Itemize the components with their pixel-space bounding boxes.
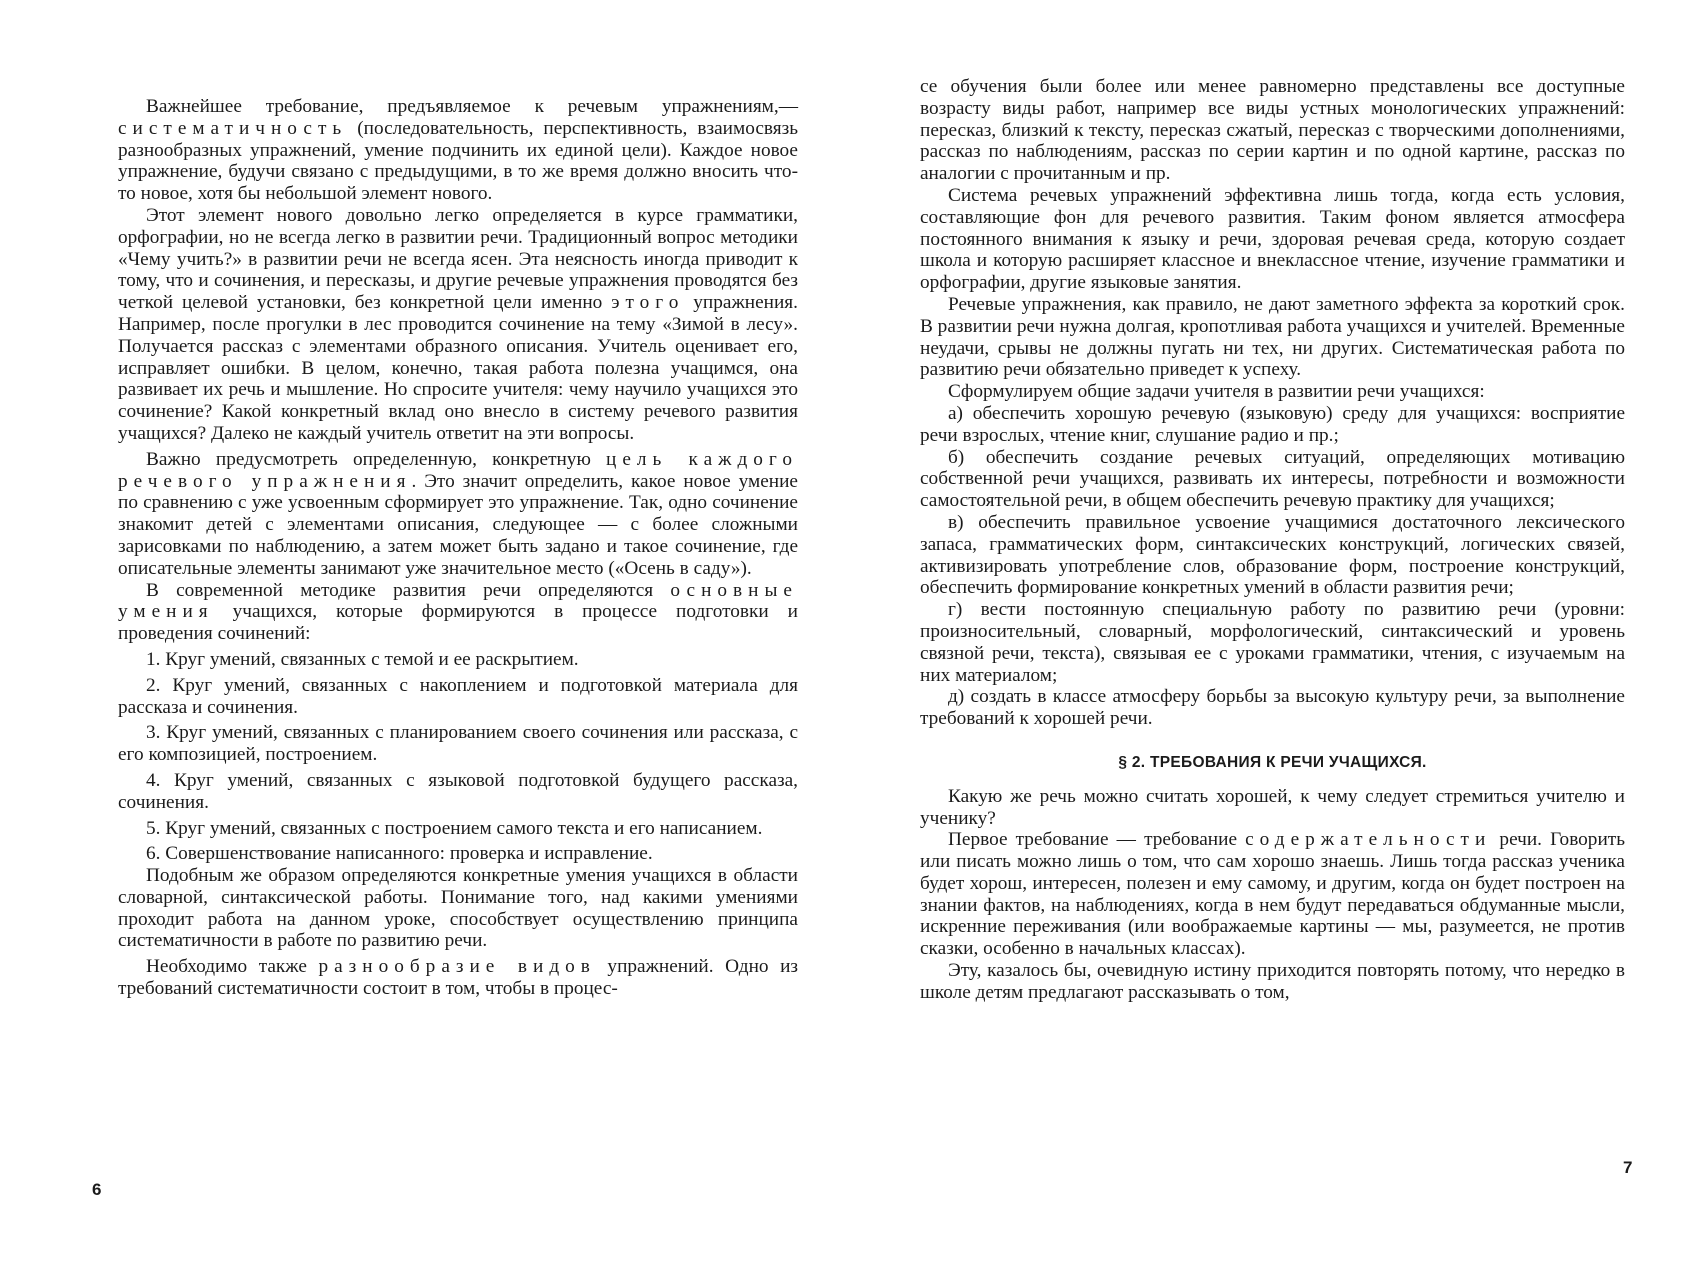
- right-page: [845, 0, 1690, 1262]
- paragraph: Речевые упражнения, как правило, не дают заметного эффекта за короткий срок. В развитии речи нужна долгая, кропотливая работа учащихся и учителей. Временные неудачи, срывы не должны пугать ни тех, ни других. Систематическая работа по развитию речи обязательно приведет к успеху.: [920, 293, 1625, 381]
- paragraph: Подобным же образом определяются конкретные умения учащихся в области словарной, синтаксической работы. Понимание того, над какими умениями проходит работа на данном уроке, способствует осуществлению принципа систематичности в работе по развитию речи.: [118, 865, 798, 952]
- left-page-text: [118, 96, 798, 1000]
- paragraph: Первое требование — требование содержательности речи. Говорить или писать можно лишь о том, что сам хорошо знаешь. Лишь тогда рассказ ученика будет хорош, интересен, полезен и ему самому, и другим, когда он будет построен на знании фактов, на наблюдениях, когда в нем будут передаваться обдуманные мысли, искренние переживания (или воображаемые картины — мы, разумеется, не против сказки, особенно в начальных классах).: [920, 829, 1625, 960]
- paragraph: Эту, казалось бы, очевидную истину приходится повторять потому, что нередко в школе детям предлагают рассказывать о том,: [920, 960, 1625, 1003]
- list-item: б) обеспечить создание речевых ситуаций, определяющих мотивацию собственной речи учащихся, развивать их интересы, потребности и возможности самостоятельной речи, в общем обеспечить речевую практику для учащихся;: [920, 446, 1625, 512]
- right-page-text: [920, 76, 1625, 1004]
- list-item: 2. Круг умений, связанных с накоплением и подготовкой материала для рассказа и сочинения.: [118, 674, 798, 718]
- paragraph: Важнейшее требование, предъявляемое к речевым упражнениям,— систематичность (последовательность, перспективность, взаимосвязь разнообразных упражнений, умение подчинить их единой цели). Каждое новое упражнение, будучи связано с предыдущими, в то же время должно вносить что-то новое, хотя бы небольшой элемент нового.: [118, 96, 798, 205]
- paragraph: Важно предусмотреть определенную, конкретную цель каждого речевого упражнения. Это значит определить, какое новое умение по сравнению с уже усвоенным сформирует это упражнение. Так, одно сочинение знакомит детей с элементами описания, следующее — с более сложными зарисовками по наблюдению, а затем может быть задано и такое сочинение, где описательные элементы занимают уже значительное место («Осень в саду»).: [118, 448, 798, 579]
- paragraph: Этот элемент нового довольно легко определяется в курсе грамматики, орфографии, но не всегда легко в развитии речи. Традиционный вопрос методики «Чему учить?» в развитии речи не всегда ясен. Эта неясность иногда приводит к тому, что и сочинения, и пересказы, и другие речевые упражнения проводятся без четкой целевой установки, без конкретной цели именно этого упражнения. Например, после прогулки в лес проводится сочинение на тему «Зимой в лесу». Получается рассказ с элементами образного описания. Учитель оценивает его, исправляет ошибки. В целом, конечно, такая работа полезна учащимся, она развивает их речь и мышление. Но спросите учителя: чему научило учащихся это сочинение? Какой конкретный вклад оно внесло в систему речевого развития учащихся? Далеко не каждый учитель ответит на эти вопросы.: [118, 204, 798, 444]
- list-item: 5. Круг умений, связанных с построением самого текста и его написанием.: [146, 817, 763, 839]
- list-item: 3. Круг умений, связанных с планированием своего сочинения или рассказа, с его композицией, построением.: [118, 722, 798, 766]
- list-item: 4. Круг умений, связанных с языковой подготовкой будущего рассказа, сочинения.: [118, 769, 798, 813]
- section-heading: § 2. ТРЕБОВАНИЯ К РЕЧИ УЧАЩИХСЯ.: [1118, 753, 1427, 771]
- list-item: д) создать в классе атмосферу борьбы за высокую культуру речи, за выполнение требований к хорошей речи.: [920, 686, 1625, 730]
- page-number: 6: [92, 1180, 102, 1199]
- paragraph: Сформулируем общие задачи учителя в развитии речи учащихся:: [948, 381, 1485, 403]
- list-item: в) обеспечить правильное усвоение учащимися достаточного лексического запаса, грамматических форм, синтаксических конструкций, логических связей, активизировать употребление слов, образование форм, построение конструкций, обеспечить формирование конкретных умений в области развития речи;: [920, 511, 1625, 599]
- list-item: 6. Совершенствование написанного: проверка и исправление.: [146, 843, 653, 865]
- paragraph: В современной методике развития речи определяются основные умения учащихся, которые формируются в процессе подготовки и проведения сочинений:: [118, 579, 798, 645]
- list-item: а) обеспечить хорошую речевую (языковую) среду для учащихся: восприятие речи взрослых, чтение книг, слушание радио и пр.;: [920, 402, 1625, 446]
- paragraph: се обучения были более или менее равномерно представлены все доступные возрасту виды работ, например все виды устных монологических упражнений: пересказ, близкий к тексту, пересказ сжатый, пересказ с творческими дополнениями, рассказ по наблюдениям, рассказ по серии картин и по одной картине, рассказ по аналогии с прочитанным и пр.: [920, 76, 1625, 185]
- list-item: г) вести постоянную специальную работу по развитию речи (уровни: произносительный, словарный, морфологический, синтаксический и уровень связной речи, текста), связывая ее с уроками грамматики, чтения, с изучаемым на них материалом;: [920, 599, 1625, 686]
- paragraph: Необходимо также разнообразие видов упражнений. Одно из требований систематичности состоит в том, чтобы в процес-: [118, 956, 799, 1000]
- paragraph: Система речевых упражнений эффективна лишь тогда, когда есть условия, составляющие фон для речевого развития. Таким фоном является атмосфера постоянного внимания к языку и речи, здоровая речевая среда, которую создает школа и которую расширяет классное и внеклассное чтение, изучение грамматики и орфографии, другие языковые занятия.: [920, 184, 1625, 294]
- list-item: 1. Круг умений, связанных с темой и ее раскрытием.: [146, 648, 579, 670]
- paragraph: Какую же речь можно считать хорошей, к чему следует стремиться учителю и ученику?: [920, 785, 1625, 829]
- page-number: 7: [1623, 1158, 1633, 1177]
